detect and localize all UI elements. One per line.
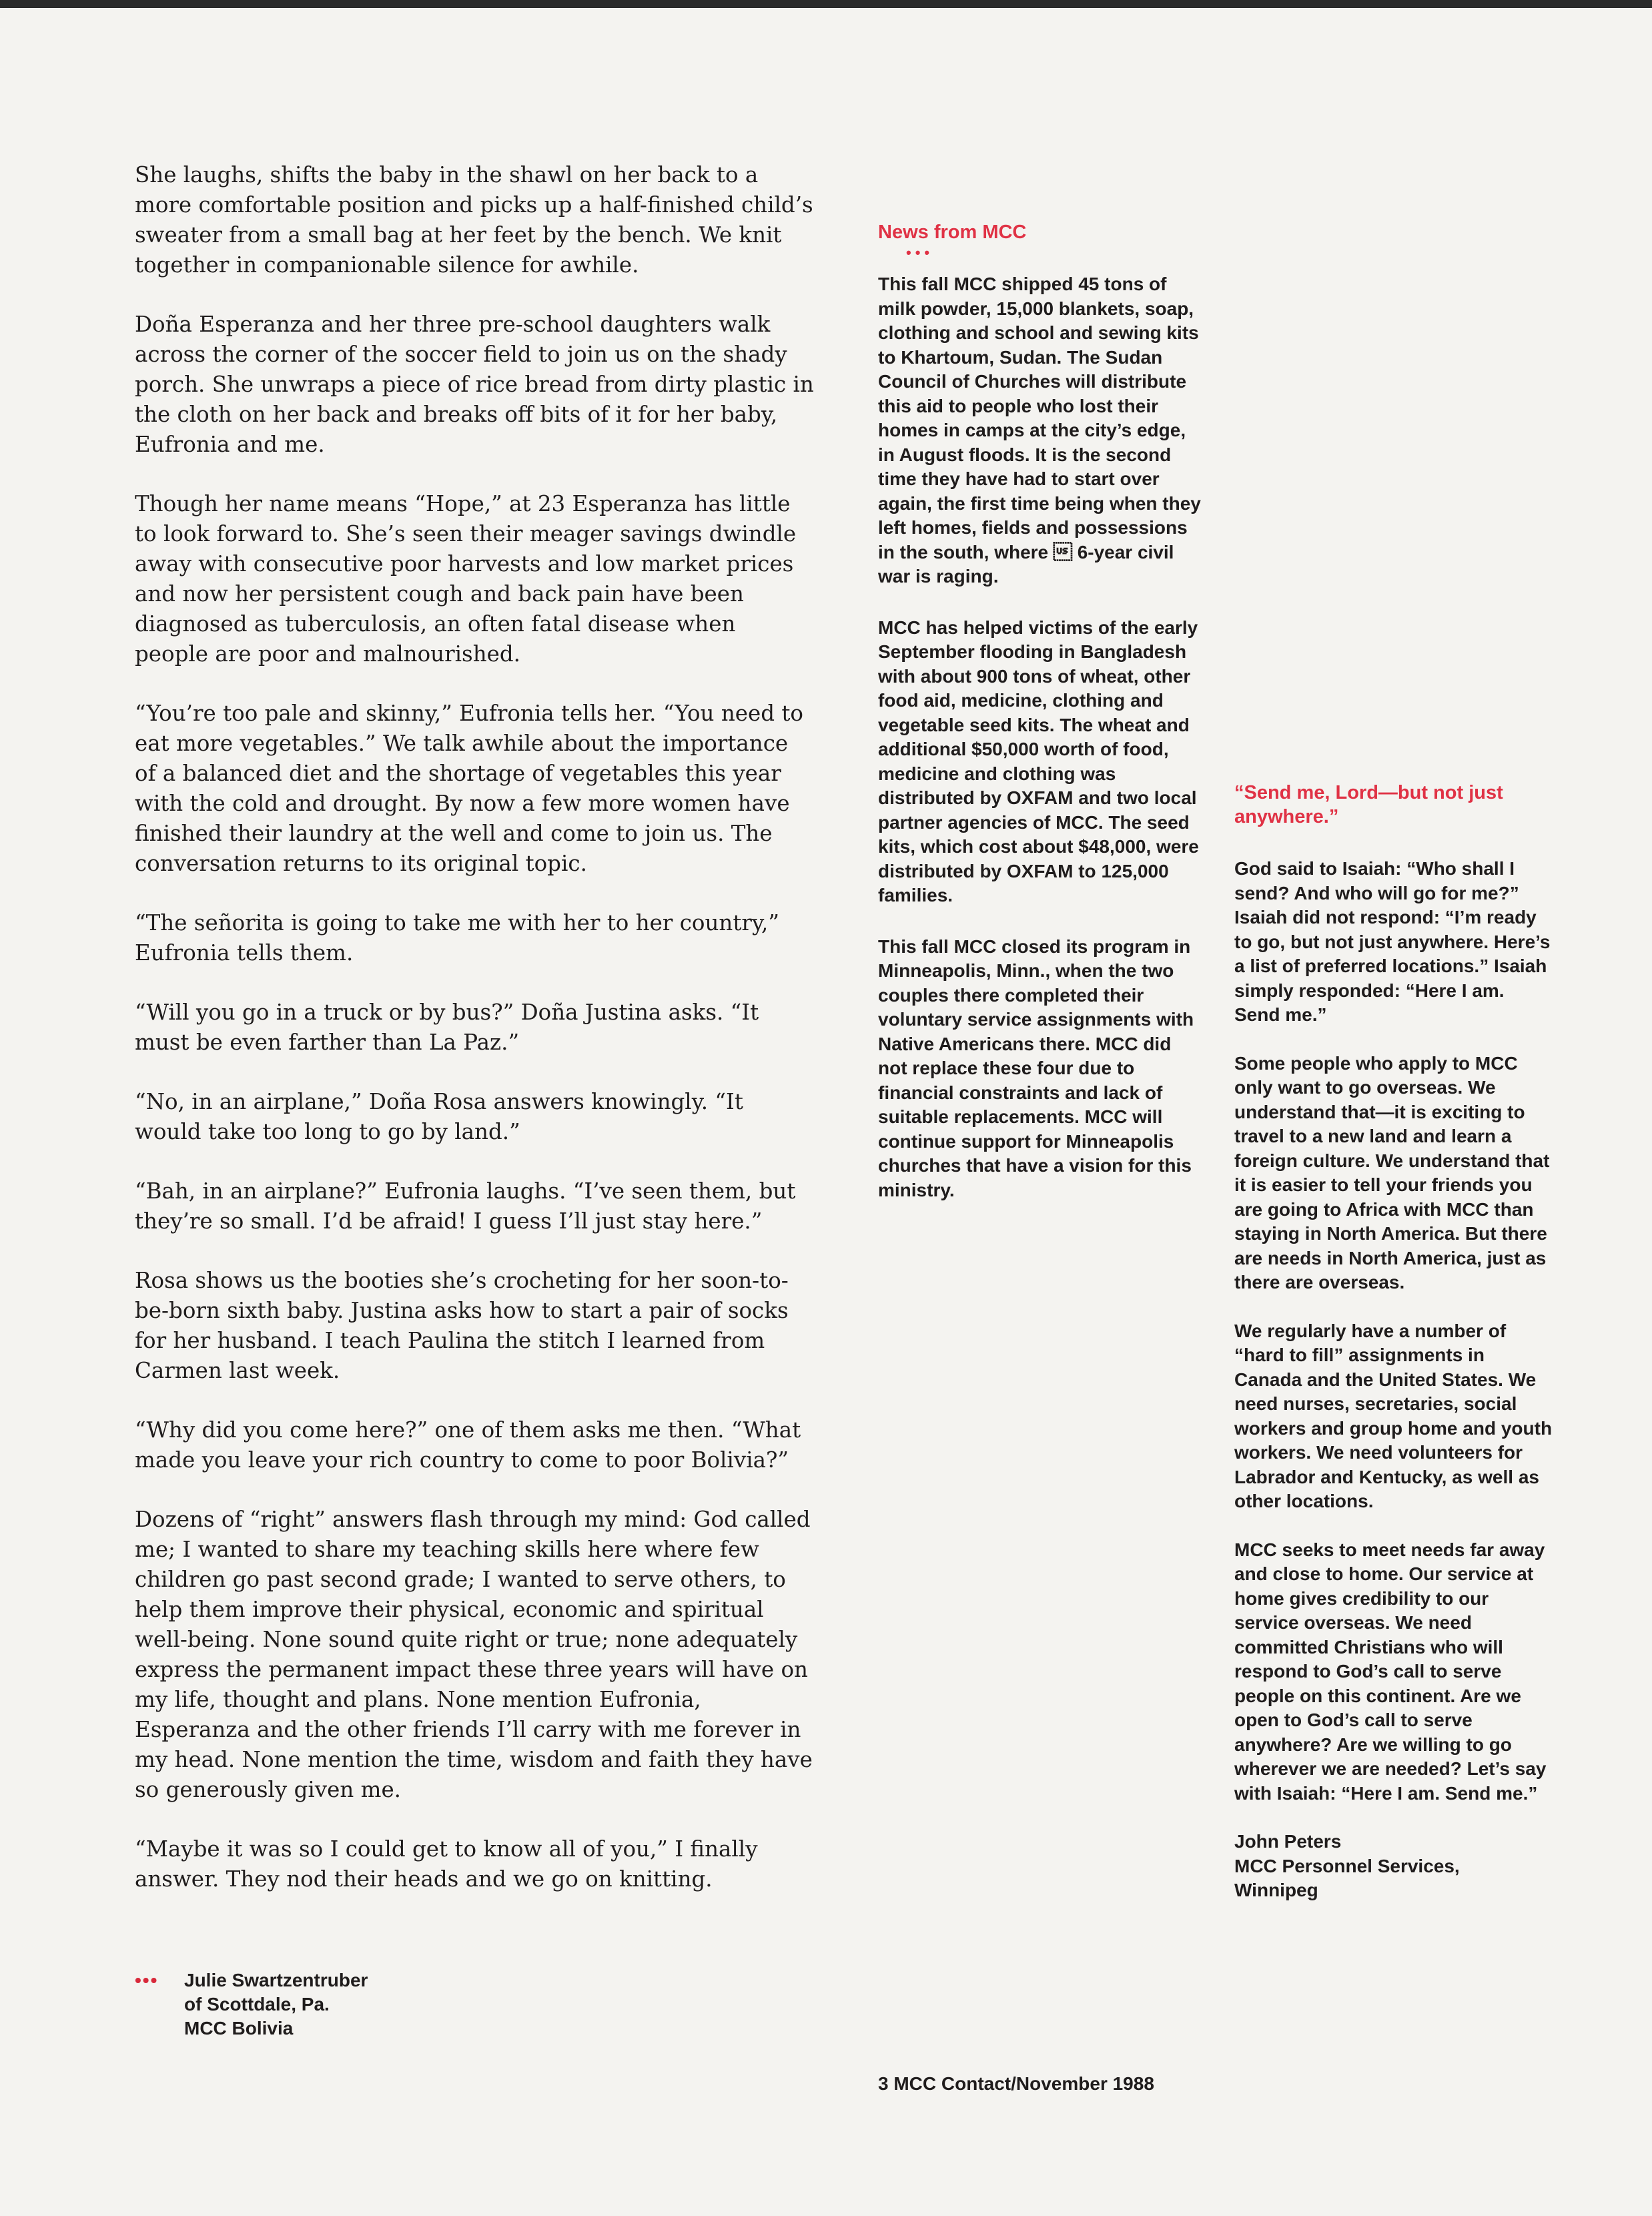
sidebar-column bbox=[1234, 781, 1555, 1903]
signature-city: Winnipeg bbox=[1234, 1880, 1318, 1900]
signature-name: John Peters bbox=[1234, 1831, 1342, 1852]
news-paragraph: This fall MCC closed its program in Minneapolis, Minn., when the two couples there completed their voluntary service assignments with Native Americans there. MCC did not replace these four due to financial constraints and lack of suitable replacements. MCC will continue support for Minneapolis churches that have a vision for this ministry. bbox=[878, 936, 1194, 1200]
sidebar-signature bbox=[1234, 1830, 1555, 1903]
story-paragraph: “Will you go in a truck or by bus?” Doña Justina asks. “It must be even farther than La Paz.” bbox=[135, 1000, 759, 1055]
news-paragraph: This fall MCC shipped 45 tons of milk powder, 15,000 blankets, soap, clothing and school and sewing kits to Khartoum, Sudan. The Sudan Council of Churches will distribute this aid to people who lost their homes in camps at the city’s edge, in August floods. It is the second time they have had to start over again, the first time being when they left homes, fields and possessions in the south, where 6-year civil war is raging. bbox=[878, 274, 1201, 587]
news-column bbox=[878, 220, 1202, 1229]
story-paragraph: “The señorita is going to take me with her to her country,” Eufronia tells them. bbox=[135, 910, 779, 966]
story-paragraph: Dozens of “right” answers flash through my mind: God called me; I wanted to share my teaching skills here where few children go past second grade; I wanted to serve others, to help them improve their physical, economic and spiritual well-being. None sound quite right or true; none adequately express the permanent impact these three years will have on my life, thought and plans. None mention Eufronia, Esperanza and the other friends I’ll carry with me forever in my head. None mention the time, wisdom and faith they have so generously given me. bbox=[135, 1507, 813, 1802]
story-paragraph: “No, in an airplane,” Doña Rosa answers knowingly. “It would take too long to go by land.” bbox=[135, 1089, 743, 1144]
sidebar-paragraph: God said to Isaiah: “Who shall I send? And who will go for me?” Isaiah did not respond: “I’m ready to go, but not just anywhere. Here’s a list of preferred locations.” Isaiah simply responded: “Here I am. Send me.” bbox=[1234, 858, 1551, 1025]
story-column bbox=[135, 160, 815, 1924]
sidebar-heading: “Send me, Lord—but not just anywhere.” bbox=[1234, 782, 1503, 827]
story-paragraph: Rosa shows us the booties she’s crocheting for her soon-to-be-born sixth baby. Justina asks how to start a pair of socks for her husband. I teach Paulina the stitch I learned from Carmen last week. bbox=[135, 1268, 789, 1383]
page-footer: 3 MCC Contact/November 1988 bbox=[878, 2073, 1154, 2094]
author-org: MCC Bolivia bbox=[184, 2018, 294, 2039]
story-paragraph: Though her name means “Hope,” at 23 Esperanza has little to look forward to. She’s seen their meager savings dwindle away with consecutive poor harvests and low market prices and now her persistent cough and back pain have been diagnosed as tuberculosis, an often fatal disease when people are poor and malnourished. bbox=[135, 491, 797, 667]
author-name: Julie Swartzentruber bbox=[184, 1970, 368, 1990]
news-heading: News from MCC bbox=[878, 222, 1027, 243]
sidebar-paragraph: Some people who apply to MCC only want to go overseas. We understand that—it is exciting to travel to a new land and learn a foreign culture. We understand that it is easier to tell your friends you are going to Africa with MCC than staying in North America. But there are needs in North America, just as there are overseas. bbox=[1234, 1052, 1550, 1292]
story-paragraph: She laughs, shifts the baby in the shawl on her back to a more comfortable position and picks up a half-finished child’s sweater from a small bag at her feet by the bench. We knit together in companionable silence for awhile. bbox=[135, 162, 813, 278]
author-byline bbox=[135, 1968, 482, 2041]
story-paragraph: “You’re too pale and skinny,” Eufronia tells her. “You need to eat more vegetables.” We talk awhile about the importance of a balanced diet and the shortage of vegetables this year with the cold and drought. By now a few more women have finished their laundry at the well and come to join us. The conversation returns to its original topic. bbox=[135, 701, 803, 876]
story-paragraph: Doña Esperanza and her three pre-school daughters walk across the corner of the soccer field to join us on the shady porch. She unwraps a piece of rice bread from dirty plastic in the cloth on her back and breaks off bits of it for her baby, Eufronia and me. bbox=[135, 312, 814, 457]
author-place: of Scottdale, Pa. bbox=[184, 1994, 330, 2014]
sidebar-paragraph: We regularly have a number of “hard to fill” assignments in Canada and the United States. We need nurses, secretaries, social workers and group home and youth workers. We need volunteers for Labrador and Kentucky, as well as other locations. bbox=[1234, 1320, 1553, 1511]
story-paragraph: “Why did you come here?” one of them asks me then. “What made you leave your rich country to come to poor Bolivia?” bbox=[135, 1417, 801, 1473]
story-paragraph: “Maybe it was so I could get to know all of you,” I finally answer. They nod their heads and we go on knitting. bbox=[135, 1836, 758, 1892]
sidebar-paragraph: MCC seeks to meet needs far away and close to home. Our service at home gives credibility to our service overseas. We need committed Christians who will respond to God’s call to serve people on this continent. Are we open to God’s call to serve anywhere? Are we willing to go wherever we are needed? Let’s say with Isaiah: “Here I am. Send me.” bbox=[1234, 1539, 1547, 1804]
news-paragraph: MCC has helped victims of the early September flooding in Bangladesh with about 900 tons of wheat, other food aid, medicine, clothing and vegetable seed kits. The wheat and additional $50,000 worth of food, medicine and clothing was distributed by OXFAM and two local partner agencies of MCC. The seed kits, which cost about $48,000, were distributed by OXFAM to 125,000 families. bbox=[878, 617, 1199, 905]
story-paragraph: “Bah, in an airplane?” Eufronia laughs. “I’ve seen them, but they’re so small. I’d be afraid! I guess I’ll just stay here.” bbox=[135, 1178, 796, 1234]
signature-dept: MCC Personnel Services, bbox=[1234, 1855, 1460, 1876]
bullet-dots-icon: ••• bbox=[906, 244, 934, 261]
bullet-dots-icon: ••• bbox=[135, 1970, 159, 1990]
